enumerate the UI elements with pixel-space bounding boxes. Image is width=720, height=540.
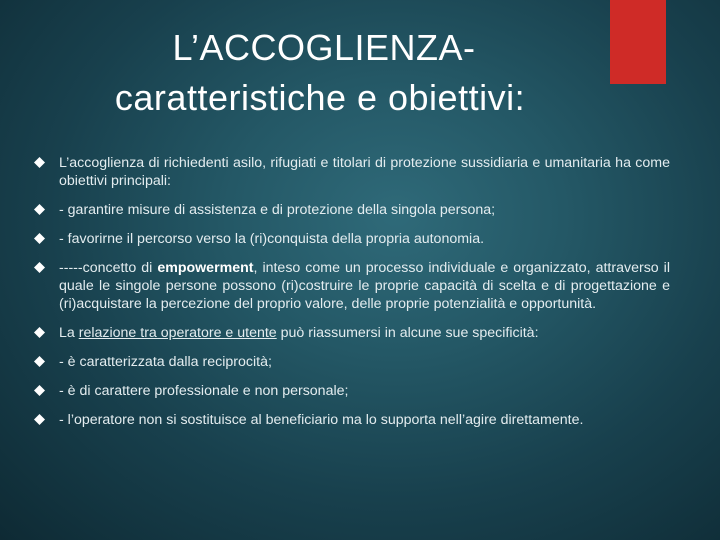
diamond-bullet-icon xyxy=(34,414,45,425)
bullet-text-suffix: , inteso come un processo individuale e organizzato, attraverso il quale le singole persone possono (ri)costruire le proprie capacità di scelta e di progettazione e (ri)acquistare la percezione del proprio valore, delle proprie potenzialità e opportunità. xyxy=(59,260,670,312)
bullet-text: - è caratterizzata dalla reciprocità; xyxy=(59,354,272,370)
title-line-1: L’ACCOGLIENZA- xyxy=(172,27,476,68)
diamond-bullet-icon xyxy=(34,157,45,168)
bullet-text: - favorirne il percorso verso la (ri)conquista della propria autonomia. xyxy=(59,231,485,247)
bullet-item xyxy=(34,259,670,313)
bullet-text-suffix: può riassumersi in alcune sue specificità: xyxy=(276,325,539,341)
bullet-text: - l’operatore non si sostituisce al beneficiario ma lo supporta nell’agire direttamente. xyxy=(59,412,584,428)
diamond-bullet-icon xyxy=(34,356,45,367)
bullet-item xyxy=(34,154,670,190)
relazione-underlined-term: relazione tra operatore e utente xyxy=(78,325,277,341)
diamond-bullet-icon xyxy=(34,233,45,244)
bullet-item xyxy=(34,411,670,429)
slide-title xyxy=(0,26,640,120)
diamond-bullet-icon xyxy=(34,327,45,338)
bullet-text: - garantire misure di assistenza e di protezione della singola persona; xyxy=(59,202,496,218)
bullet-item xyxy=(34,201,670,219)
diamond-bullet-icon xyxy=(34,262,45,273)
diamond-bullet-icon xyxy=(34,385,45,396)
bullet-text: L’accoglienza di richiedenti asilo, rifugiati e titolari di protezione sussidiaria e umanitaria ha come obiettivi principali: xyxy=(59,155,670,189)
diamond-bullet-icon xyxy=(34,204,45,215)
empowerment-term: empowerment xyxy=(157,260,254,276)
bullet-item xyxy=(34,353,670,371)
bullet-text-prefix: -----concetto di xyxy=(59,260,158,276)
bullet-text: - è di carattere professionale e non personale; xyxy=(59,383,349,399)
bullet-list xyxy=(34,154,670,440)
title-line-2: caratteristiche e obiettivi: xyxy=(114,77,526,118)
bullet-text-prefix: La xyxy=(59,325,79,341)
bullet-item xyxy=(34,382,670,400)
bullet-item xyxy=(34,230,670,248)
bullet-item xyxy=(34,324,670,342)
